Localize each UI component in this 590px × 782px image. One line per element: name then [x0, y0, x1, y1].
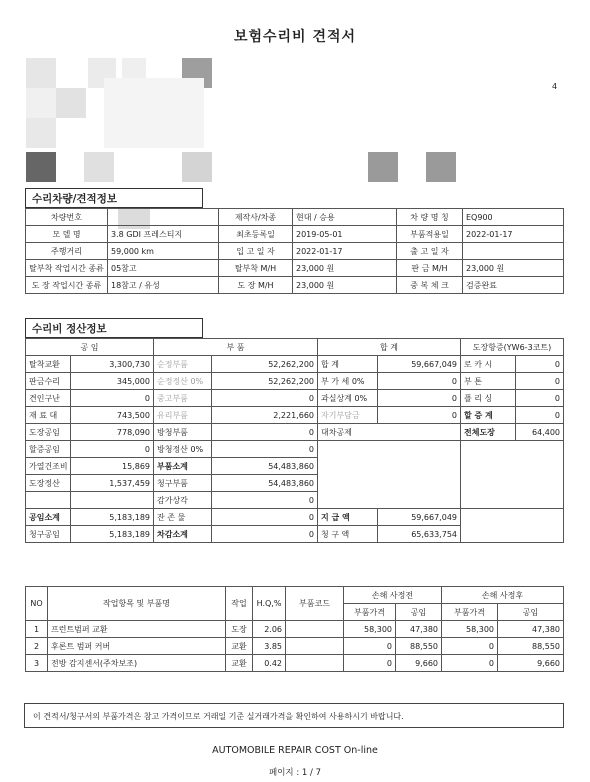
vehicle-label: 차 량 명 칭 [397, 209, 463, 226]
vehicle-label: 중 복 체 크 [397, 277, 463, 294]
cost-value: 345,000 [71, 373, 154, 390]
notice-box: 이 견적서/청구서의 부품가격은 참고 가격이므로 거래일 기준 실거래가격을 확인하여 사용하시기 바랍니다. [24, 703, 564, 728]
item-cell: 0.42 [253, 655, 286, 672]
item-row [26, 621, 564, 638]
cost-label: 청 구 액 [318, 526, 378, 543]
cost-value: 54,483,860 [212, 458, 318, 475]
cost-value: 0 [212, 390, 318, 407]
cost-label: 부 톤 [461, 373, 516, 390]
cost-label: 자기부담금 [318, 407, 378, 424]
cost-label: 중고부품 [154, 390, 212, 407]
document-title: 보험수리비 견적서 [233, 29, 357, 45]
cost-value: 0 [378, 373, 461, 390]
cost-value: 0 [212, 526, 318, 543]
cost-value: 54,483,860 [212, 475, 318, 492]
cost-row [26, 356, 564, 373]
cost-blank-area [461, 509, 564, 543]
cost-label: 로 카 시 [461, 356, 516, 373]
cost-value: 0 [516, 356, 564, 373]
cost-label: 합 계 [318, 356, 378, 373]
cost-label: 도장정산 [26, 475, 71, 492]
item-cell: 58,300 [344, 621, 396, 638]
item-cell: 0 [344, 638, 396, 655]
vehicle-row [26, 243, 564, 260]
cost-label: 청구부품 [154, 475, 212, 492]
cost-blank-area [461, 441, 564, 509]
cost-value: 2,221,660 [212, 407, 318, 424]
vehicle-label: 출 고 일 자 [397, 243, 463, 260]
cost-section-heading: 수리비 정산정보 [25, 318, 203, 338]
cost-row [26, 373, 564, 390]
cost-header-paint: 도장항증(YW6-3코트) [461, 339, 564, 356]
vehicle-value: 2019-05-01 [293, 226, 397, 243]
vehicle-value: 05참고 [108, 260, 219, 277]
item-cell: 47,380 [498, 621, 564, 638]
vehicle-label: 주행거리 [26, 243, 108, 260]
cost-header-labor: 공 임 [26, 339, 154, 356]
cost-value: 52,262,200 [212, 373, 318, 390]
cost-row [26, 509, 564, 526]
item-cell: 0 [344, 655, 396, 672]
vehicle-label: 제작사/차종 [219, 209, 293, 226]
cost-settlement-table [25, 338, 564, 543]
cost-label: 부 가 세 0% [318, 373, 378, 390]
cost-label: 가열건조비 [26, 458, 71, 475]
footer-title: AUTOMOBILE REPAIR COST On-line [212, 745, 378, 756]
cost-value: 0 [71, 390, 154, 407]
vehicle-value: 23,000 원 [463, 260, 564, 277]
cost-value: 0 [516, 373, 564, 390]
cost-label: 할증공임 [26, 441, 71, 458]
cost-label: 대차공제 [318, 424, 461, 441]
vehicle-section-heading: 수리차량/견적정보 [25, 188, 203, 208]
page-indicator: 페이지 : 1 / 7 [269, 768, 321, 778]
item-row [26, 638, 564, 655]
cost-label: 순정부품 [154, 356, 212, 373]
cost-value: 52,262,200 [212, 356, 318, 373]
cost-label: 과실상계 0% [318, 390, 378, 407]
items-header-work: 작업 [226, 587, 253, 621]
vehicle-label: 입 고 일 자 [219, 243, 293, 260]
cost-header-total: 합 계 [318, 339, 461, 356]
items-header-hq: H.Q,% [253, 587, 286, 621]
vehicle-label: 도 장 작업시간 종류 [26, 277, 108, 294]
item-cell: 교환 [226, 655, 253, 672]
items-header-before: 손해 사정전 [344, 587, 442, 604]
cost-value: 743,500 [71, 407, 154, 424]
item-row [26, 655, 564, 672]
cost-blank-area [318, 441, 461, 509]
vehicle-label: 차량번호 [26, 209, 108, 226]
cost-value: 0 [516, 407, 564, 424]
cost-label: 전체도장 [461, 424, 516, 441]
cost-value: 3,300,730 [71, 356, 154, 373]
cost-value: 778,090 [71, 424, 154, 441]
vehicle-label: 최초등록일 [219, 226, 293, 243]
item-cell: 9,660 [396, 655, 442, 672]
cost-label: 탈착교환 [26, 356, 71, 373]
vehicle-label: 도 장 M/H [219, 277, 293, 294]
vehicle-row [26, 260, 564, 277]
cost-label: 할 증 계 [461, 407, 516, 424]
cost-value: 0 [212, 509, 318, 526]
item-cell: 교환 [226, 638, 253, 655]
cost-value: 0 [212, 441, 318, 458]
cost-label: 플 리 싱 [461, 390, 516, 407]
cost-value: 0 [378, 407, 461, 424]
vehicle-value: 검증완료 [463, 277, 564, 294]
cost-value: 5,183,189 [71, 526, 154, 543]
item-cell: 88,550 [498, 638, 564, 655]
cost-label [26, 492, 71, 509]
item-cell: 프런트범퍼 교환 [48, 621, 226, 638]
item-cell: 2.06 [253, 621, 286, 638]
item-cell: 9,660 [498, 655, 564, 672]
cost-value: 0 [378, 390, 461, 407]
item-cell: 3.85 [253, 638, 286, 655]
item-cell: 0 [442, 655, 498, 672]
vehicle-value: EQ900 [463, 209, 564, 226]
vehicle-value: 23,000 원 [293, 260, 397, 277]
items-header-item: 작업항목 및 부품명 [48, 587, 226, 621]
item-cell [286, 655, 344, 672]
cost-header-parts: 부 품 [154, 339, 318, 356]
cost-value: 59,667,049 [378, 356, 461, 373]
cost-value: 64,400 [516, 424, 564, 441]
cost-label: 지 급 액 [318, 509, 378, 526]
cost-label: 견인구난 [26, 390, 71, 407]
cost-value: 15,869 [71, 458, 154, 475]
vehicle-row [26, 209, 564, 226]
cost-label: 청구공임 [26, 526, 71, 543]
vehicle-value: 2022-01-17 [463, 226, 564, 243]
cost-label: 순정정산 0% [154, 373, 212, 390]
vehicle-label: 판 금 M/H [397, 260, 463, 277]
cost-row [26, 407, 564, 424]
vehicle-info-table [25, 208, 564, 294]
vehicle-value: 59,000 km [108, 243, 219, 260]
items-header-after-labor: 공임 [498, 604, 564, 621]
item-cell: 0 [442, 638, 498, 655]
item-cell: 3 [26, 655, 48, 672]
vehicle-label: 모 델 명 [26, 226, 108, 243]
cost-label: 도장공임 [26, 424, 71, 441]
items-header-before-price: 부품가격 [344, 604, 396, 621]
cost-label: 재 료 대 [26, 407, 71, 424]
items-header-after: 손해 사정후 [442, 587, 564, 604]
page-marker: 4 [552, 82, 558, 91]
cost-value [71, 492, 154, 509]
vehicle-value: 현대 / 승용 [293, 209, 397, 226]
vehicle-value: 18참고 / 유성 [108, 277, 219, 294]
vehicle-value: 23,000 원 [293, 277, 397, 294]
item-cell: 후론트 범퍼 커버 [48, 638, 226, 655]
item-cell: 2 [26, 638, 48, 655]
cost-value: 1,537,459 [71, 475, 154, 492]
cost-value: 5,183,189 [71, 509, 154, 526]
vehicle-value [463, 243, 564, 260]
items-header-code: 부품코드 [286, 587, 344, 621]
cost-row [26, 441, 564, 458]
vehicle-value: 2022-01-17 [293, 243, 397, 260]
item-cell: 47,380 [396, 621, 442, 638]
vehicle-label: 탈부착 M/H [219, 260, 293, 277]
cost-label: 공임소계 [26, 509, 71, 526]
cost-label: 부품소계 [154, 458, 212, 475]
vehicle-label: 부품적용일 [397, 226, 463, 243]
cost-label: 방청부품 [154, 424, 212, 441]
cost-label: 판금수리 [26, 373, 71, 390]
items-header-before-labor: 공임 [396, 604, 442, 621]
cost-value: 59,667,049 [378, 509, 461, 526]
item-cell: 58,300 [442, 621, 498, 638]
cost-value: 0 [212, 492, 318, 509]
cost-label: 감가상각 [154, 492, 212, 509]
vehicle-row [26, 226, 564, 243]
cost-label: 차감소계 [154, 526, 212, 543]
item-cell: 도장 [226, 621, 253, 638]
cost-label: 유리부품 [154, 407, 212, 424]
vehicle-value [108, 209, 219, 226]
vehicle-label: 탈부착 작업시간 종류 [26, 260, 108, 277]
item-cell: 88,550 [396, 638, 442, 655]
item-cell: 전방 감지센서(주차보조) [48, 655, 226, 672]
cost-row [26, 390, 564, 407]
cost-value: 0 [71, 441, 154, 458]
items-header-no: NO [26, 587, 48, 621]
cost-row [26, 424, 564, 441]
cost-value: 0 [516, 390, 564, 407]
item-cell [286, 638, 344, 655]
item-cell: 1 [26, 621, 48, 638]
vehicle-value: 3.8 GDI 프레스티지 [108, 226, 219, 243]
cost-value: 0 [212, 424, 318, 441]
repair-items-table [25, 586, 564, 672]
cost-label: 잔 존 물 [154, 509, 212, 526]
cost-value: 65,633,754 [378, 526, 461, 543]
item-cell [286, 621, 344, 638]
cost-label: 방청정산 0% [154, 441, 212, 458]
vehicle-row [26, 277, 564, 294]
items-header-after-price: 부품가격 [442, 604, 498, 621]
